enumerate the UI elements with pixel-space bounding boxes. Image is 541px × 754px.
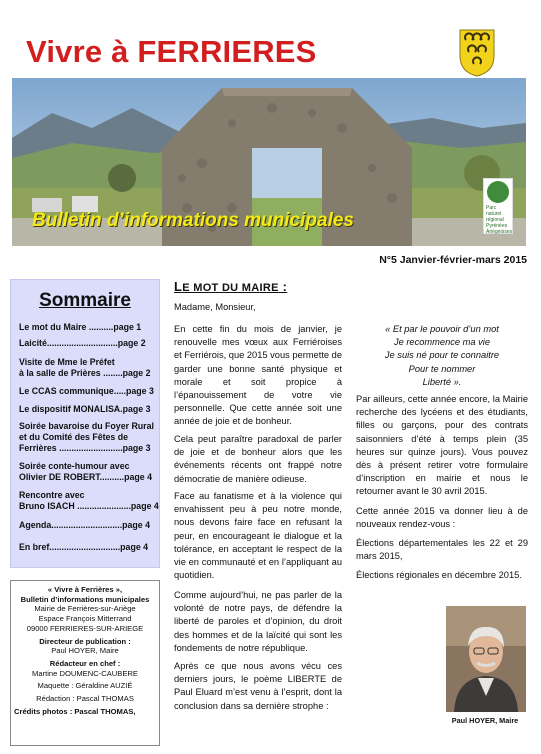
- masthead-line: Paul HOYER, Maire: [51, 646, 119, 656]
- editorial-paragraph: Après ce que nous avons vécu ces derniers jours, le poème LIBERTE de Paul Eluard m’est venu à l’esprit, dont la conclusion dans sa dernière strophe :: [174, 661, 342, 711]
- toc-item-en-bref[interactable]: En bref.............................page 4: [19, 542, 149, 552]
- toc-title: Sommaire: [39, 290, 131, 311]
- issue-number: N°5 Janvier-février-mars 2015: [379, 254, 527, 266]
- toc-item-soiree-bavaroise-page[interactable]: Ferrières ..........................page 3: [19, 443, 151, 453]
- editorial-paragraph: Cette année 2015 va donner lieu à de nouveaux rendez-vous :: [356, 506, 528, 530]
- bulletin-subtitle: Bulletin d’informations municipales: [32, 210, 354, 231]
- editorial-paragraph: Par ailleurs, cette année encore, la Mairie recherche des lycéens et des étudiants, filles ou garçons, pour des contrats saisonniers d’été à temps plein (35 heures sur quinze jours). Vous pouvez dès à présent retirer votre formulaire d’inscription en mairie et nous le retourner avant le 30 avril 2015.: [356, 394, 528, 497]
- masthead-line: Bulletin d’informations municipales: [20, 594, 150, 604]
- toc-item-soiree-bavaroise[interactable]: Soirée bavaroise du Foyer Rural: [19, 421, 154, 431]
- editorial-paragraph: Cela peut paraître paradoxal de parler de joie et de bonheur alors que les événements récents ont frappé notre démocratie de manière odieuse.: [174, 434, 342, 484]
- masthead-line: Directeur de publication :: [39, 636, 131, 646]
- park-emblem-icon: [487, 181, 509, 203]
- masthead-line: Crédits photos : Pascal THOMAS,: [14, 706, 136, 716]
- toc-item-conte-humour[interactable]: Soirée conte-humour avec: [19, 461, 130, 471]
- regional-park-logo: [483, 178, 513, 234]
- masthead-line: 09000 FERRIERES-SUR-ARIEGE: [26, 623, 144, 633]
- toc-item-monalisa[interactable]: Le dispositif MONALISA.page 3: [19, 404, 151, 414]
- masthead-line: Rédaction : Pascal THOMAS: [36, 694, 134, 704]
- editorial-paragraph: Comme aujourd’hui, ne pas parler de la volonté de notre pays, de défendre la liberté de paroles et d’opinion, du droit des hommes et de la laïcité qui sont les fondements de notre république.: [174, 590, 342, 653]
- toc-item-rencontre-page[interactable]: Bruno ISACH ......................page 4: [19, 501, 159, 511]
- editorial-paragraph: Face au fanatisme et à la violence qui envahissent peu à peu notre monde, nous devons faire face en refusant la peur, en encourageant le dialogue et la tolérance, en acceptant le respect de la vie en communauté et en l’appliquant au quotidien.: [174, 491, 342, 581]
- hero-photo: [12, 78, 526, 246]
- masthead-line: Maquette : Géraldine AUZIÉ: [37, 681, 133, 691]
- toc-item-agenda[interactable]: Agenda.............................page 4: [19, 520, 151, 530]
- editorial-paragraph: En cette fin du mois de janvier, je renouvelle mes vœux aux Ferriéroises et Ferriérois, que 2015 vous permette de garder une bonne santé physique et morale et soit propice à l’épanouissement de votre vie personnelle. Que cette année soit une année de joie et de bonheur.: [174, 324, 342, 427]
- toc-item-soiree-bavaroise-2[interactable]: et du Comité des Fêtes de: [19, 432, 129, 442]
- editorial-paragraph: Élections départementales les 22 et 29 mars 2015,: [356, 538, 528, 562]
- editorial-title: LE MOT DU MAIRE :: [174, 279, 288, 294]
- toc-item-rencontre[interactable]: Rencontre avec: [19, 490, 85, 500]
- mayor-caption: Paul HOYER, Maire: [451, 716, 519, 725]
- masthead-line: Martine DOUMENC-CAUBERE: [32, 668, 138, 678]
- toc-item-mot-du-maire[interactable]: Le mot du Maire ..........page 1: [19, 322, 142, 332]
- masthead-box: [10, 580, 160, 746]
- poem-excerpt: « Et par le pouvoir d’un mot Je recommence ma vie Je suis né pour te connaitre Pour te nommer Liberté ».: [384, 324, 500, 387]
- toc-item-laicite[interactable]: Laicité.............................page 2: [19, 338, 146, 348]
- toc-item-visite-prefet[interactable]: Visite de Mme le Préfet: [19, 357, 115, 367]
- toc-item-conte-humour-page[interactable]: Olivier DE ROBERT..........page 4: [19, 472, 152, 482]
- masthead-line: Rédacteur en chef :: [49, 658, 121, 668]
- masthead-line: Espace François Mitterrand: [38, 614, 132, 624]
- toc-item-ccas[interactable]: Le CCAS communique.....page 3: [19, 386, 154, 396]
- mayor-portrait: [446, 606, 526, 712]
- toc-item-visite-prefet-page[interactable]: à la salle de Prières ........page 2: [19, 368, 151, 378]
- page-title: Vivre à FERRIERES: [26, 34, 317, 69]
- table-of-contents: [10, 279, 160, 568]
- masthead-line: Mairie de Ferrières-sur-Ariège: [34, 604, 136, 614]
- editorial-paragraph: Élections régionales en décembre 2015.: [356, 570, 522, 580]
- editorial-salutation: Madame, Monsieur,: [174, 302, 256, 312]
- park-logo-text: Parc naturel régional Pyrénées Ariégeoises: [486, 205, 513, 235]
- coat-of-arms-icon: [458, 28, 496, 78]
- masthead-line: « Vivre à Ferrières »,: [47, 585, 123, 594]
